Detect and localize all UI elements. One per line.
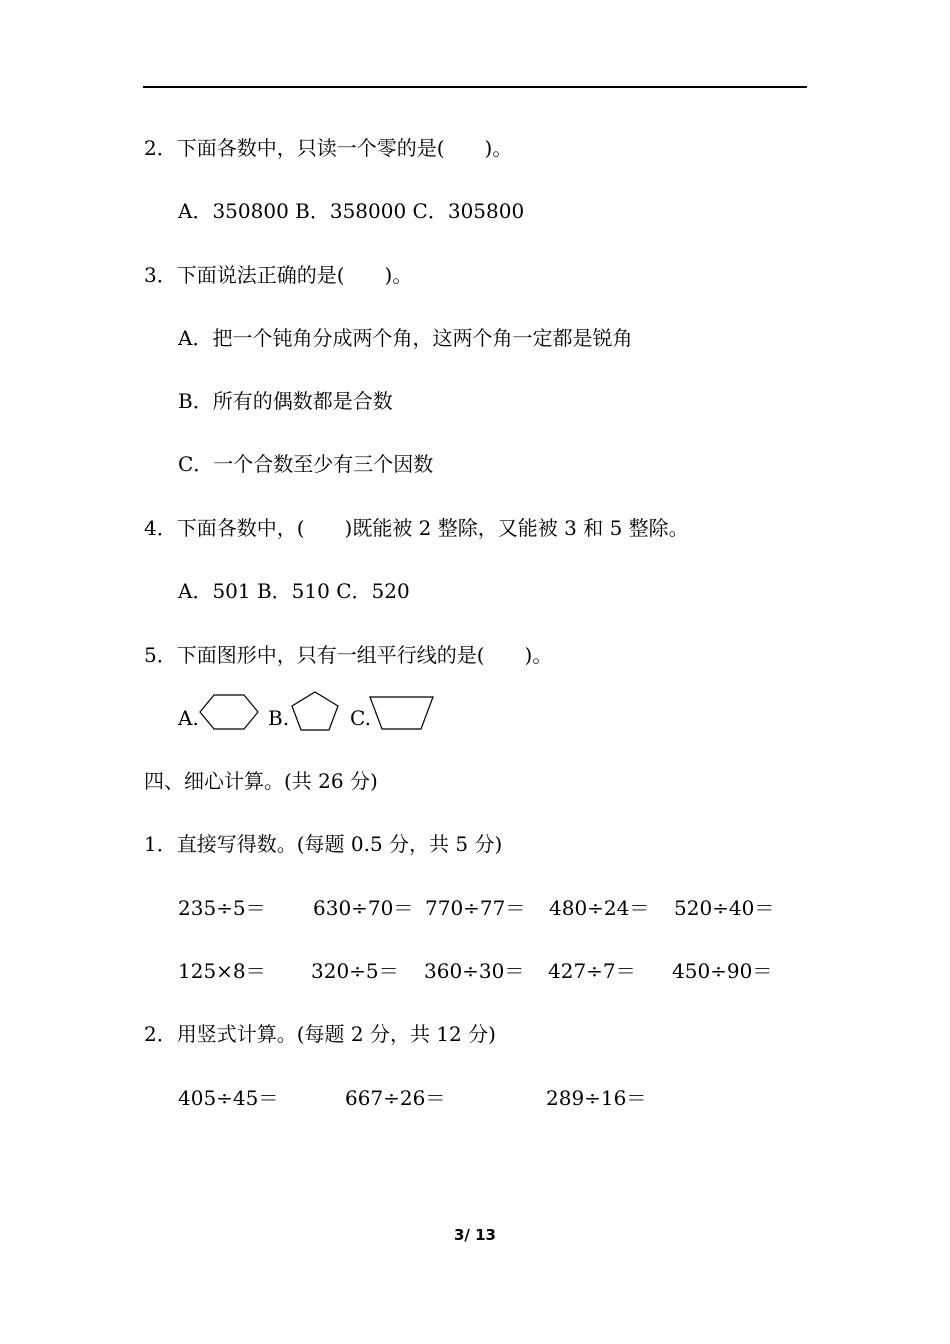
question-3-option-b: B．所有的偶数都是合数 [178, 389, 393, 413]
page-number: 3/ 13 [453, 1226, 496, 1244]
mental-math-item: 125×8＝ [178, 959, 266, 983]
question-5-label-a: A. [178, 706, 199, 730]
mental-math-item: 360÷30＝ [424, 959, 525, 983]
question-3-option-c: C．一个合数至少有三个因数 [178, 452, 434, 476]
mental-math-item: 235÷5＝ [178, 896, 266, 920]
trapezoid-icon [369, 695, 435, 731]
mental-math-item: 450÷90＝ [672, 959, 773, 983]
question-2-stem: 2．下面各数中，只读一个零的是( )。 [144, 136, 513, 160]
section-4-title: 四、细心计算。(共 26 分) [144, 769, 378, 793]
question-3-stem: 3．下面说法正确的是( )。 [144, 263, 413, 287]
section-4-part-1-title: 1．直接写得数。(每题 0.5 分，共 5 分) [144, 832, 503, 856]
pentagon-icon [290, 690, 340, 732]
mental-math-item: 630÷70＝ [313, 896, 414, 920]
mental-math-item: 480÷24＝ [549, 896, 650, 920]
header-rule [143, 86, 807, 88]
section-4-part-2-title: 2．用竖式计算。(每题 2 分，共 12 分) [144, 1022, 496, 1046]
mental-math-item: 320÷5＝ [311, 959, 399, 983]
question-3-option-a: A．把一个钝角分成两个角，这两个角一定都是锐角 [178, 326, 633, 350]
vertical-calc-item: 289÷16＝ [546, 1086, 647, 1110]
question-5-label-c: C. [350, 706, 371, 730]
mental-math-item: 427÷7＝ [548, 959, 636, 983]
question-5-label-b: B. [268, 706, 290, 730]
question-4-options: A．501 B．510 C．520 [178, 579, 410, 603]
mental-math-item: 520÷40＝ [674, 896, 775, 920]
vertical-calc-item: 667÷26＝ [345, 1086, 446, 1110]
question-4-stem: 4．下面各数中，( )既能被 2 整除，又能被 3 和 5 整除。 [144, 516, 689, 540]
question-5-stem: 5．下面图形中，只有一组平行线的是( )。 [144, 643, 553, 667]
question-2-options: A．350800 B．358000 C．305800 [178, 199, 525, 223]
vertical-calc-item: 405÷45＝ [178, 1086, 279, 1110]
mental-math-item: 770÷77＝ [425, 896, 526, 920]
hexagon-icon [198, 693, 260, 731]
